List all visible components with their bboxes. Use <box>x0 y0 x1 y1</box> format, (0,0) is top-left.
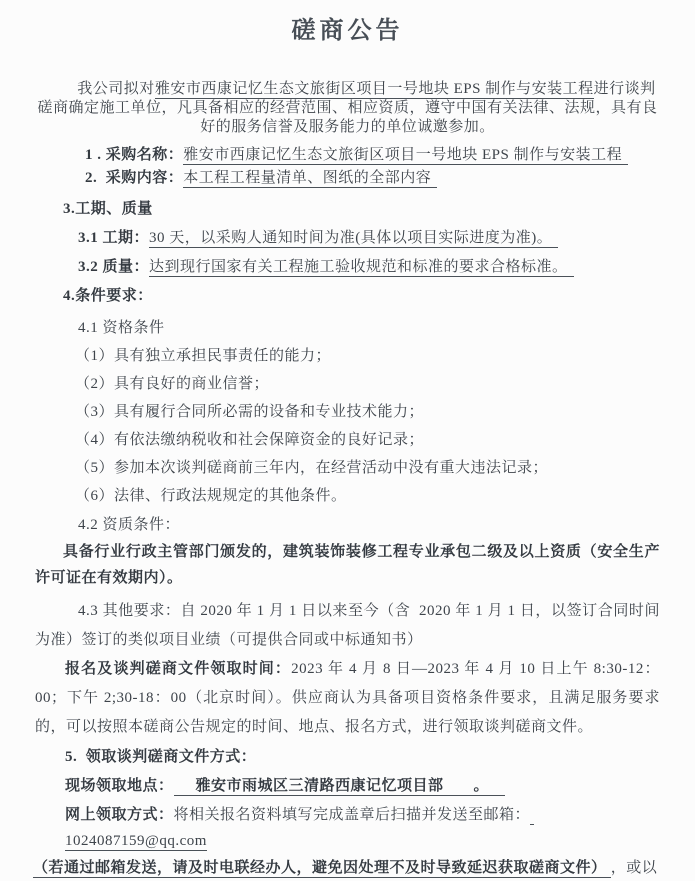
onsite-pickup-row <box>65 773 660 799</box>
section3-heading: 3.工期、质量 <box>63 201 153 217</box>
procurement-content-label: 2. 采购内容： <box>85 170 184 186</box>
online-pickup-text: 将相关报名资料填写完成盖章后扫描并发送至邮箱： <box>173 807 531 823</box>
doc-title: 磋商公告 <box>291 18 404 44</box>
duration-label: 3.1 工期： <box>78 230 150 246</box>
section4-sub1-heading: 4.1 资格条件 <box>78 320 165 336</box>
procurement-content-value: 本工程工程量清单、图纸的全部内容 <box>183 170 437 188</box>
intro-post: 进行谈判磋商确定施工单位，凡具备相应的经营范围、相应资质，遵守中国有关法律、法规，具有良好的服务信誉及服务能力的单位诚邀参加。 <box>37 81 658 135</box>
duration-row <box>78 226 660 250</box>
section5-heading: 5. 领取谈判磋商文件方式： <box>65 749 257 765</box>
procurement-name-value: 雅安市西康记忆生态文旅街区项目一号地块 EPS 制作与安装工程 <box>183 147 628 165</box>
quality-row <box>78 255 660 279</box>
section4-sub2-heading: 4.2 资质条件： <box>78 517 181 533</box>
intro-pre: 我公司拟对 <box>77 81 155 97</box>
onsite-pickup-value-underline <box>174 778 506 796</box>
quality-value: 达到现行国家有关工程施工验收规范和标准的要求合格标准。 <box>149 259 574 277</box>
procurement-content-row <box>85 167 660 190</box>
qualification-item-4: （4）有依法缴纳税收和社会保障资金的良好记录； <box>75 432 425 448</box>
signup-time-text: 2023 年 4 月 8 日—2023 年 4 月 10 日上午 8:30-12：00；下午 2;30-18：00（北京时间）。供应商认为具备项目资格条件要求，且满足服务要求的，可以按照本磋商公告规定的时间、地点、报名方式，进行领取谈判磋商文件。 <box>35 661 660 735</box>
section4-heading: 4.条件要求： <box>63 288 153 304</box>
signup-time-paragraph <box>35 655 660 742</box>
email-note-tail: ，或以 <box>610 860 658 876</box>
onsite-pickup-value: 雅安市雨城区三清路西康记忆项目部 <box>195 778 444 794</box>
quality-label: 3.2 质量： <box>78 259 150 275</box>
qualification-item-5: （5）参加本次谈判磋商前三年内，在经营活动中没有重大违法记录； <box>75 460 549 476</box>
email-note-row <box>33 855 660 881</box>
contact-email: 1024087159@qq.com <box>65 807 535 849</box>
section4-sub3-other-requirements: 4.3 其他要求：自 2020 年 1 月 1 日以来至今（含 2020 年 1 月 1 日，以签订合同时间为准）签订的类似项目业绩（可提供合同或中标通知书） <box>35 603 660 648</box>
online-pickup-row <box>65 802 660 854</box>
intro-paragraph <box>35 80 660 137</box>
procurement-name-label: 1 . 采购名称： <box>85 147 184 163</box>
qualification-item-3: （3）具有履行合同所必需的设备和专业技术能力； <box>75 404 425 420</box>
credential-requirement-text: 具备行业行政主管部门颁发的，建筑装饰装修工程专业承包二级及以上资质（安全生产许可证在有效期内）。 <box>35 544 660 586</box>
online-pickup-label: 网上领取方式： <box>65 807 174 823</box>
qualification-item-2: （2）具有良好的商业信誉； <box>75 376 270 392</box>
intro-project-name: 雅安市西康记忆生态文旅街区项目一号地块 EPS 制作与安装工程 <box>154 81 594 97</box>
email-note-text: （若通过邮箱发送，请及时电联经办人，避免因处理不及时导致延迟获取磋商文件） <box>33 860 611 876</box>
signup-time-label: 报名及谈判磋商文件领取时间： <box>65 661 292 677</box>
procurement-name-row <box>85 144 660 167</box>
onsite-pickup-period: 。 <box>473 778 490 794</box>
qualification-item-1: （1）具有独立承担民事责任的能力； <box>75 348 332 364</box>
onsite-pickup-label: 现场领取地点： <box>65 778 174 794</box>
duration-value: 30 天，以采购人通知时间为准(具体以项目实际进度为准)。 <box>149 230 558 248</box>
qualification-item-6: （6）法律、行政法规规定的其他条件。 <box>75 488 347 504</box>
